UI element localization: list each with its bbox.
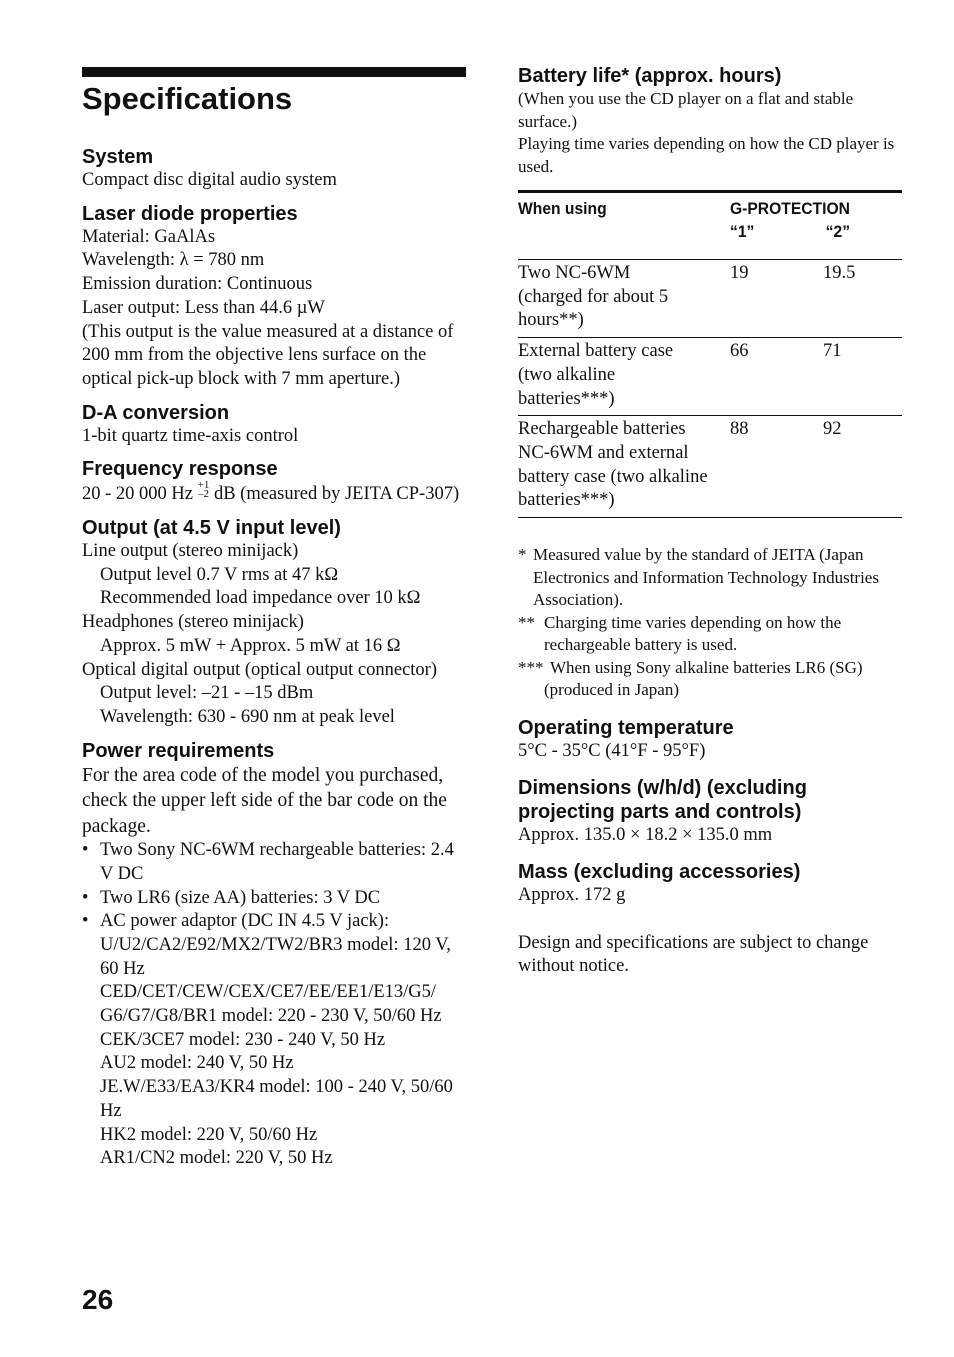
frequency-measure: dB (measured by JEITA CP-307) [213,484,460,505]
output-heading: Output (at 4.5 V input level) [82,517,341,540]
table-row [518,416,902,518]
power-heading: Power requirements [82,739,275,762]
battery-heading: Battery life* (approx. hours) [518,65,782,87]
dimensions-heading: Dimensions (w/h/d) (excluding projecting parts and controls) [518,777,807,824]
power-list [82,839,466,1171]
mass-heading: Mass (excluding accessories) [518,860,801,883]
headphones-output: Headphones (stereo minijack) [82,612,304,633]
footnote-text: Measured value by the standard of JEITA (Japan Electronics and Information Technology Industries Association). [533,545,879,610]
optical-wavelength: Wavelength: 630 - 690 nm at peak level [100,706,395,727]
ac-model: CEK/3CE7 model: 230 - 240 V, 50 Hz [100,1029,386,1050]
footnote [518,612,902,657]
row-value-1: 88 [730,419,749,440]
tolerance-plus: +1 [197,479,210,492]
col-g-protection [730,192,888,260]
optical-output: Optical digital output (optical output connector) [82,659,438,680]
mode-2-label: “2” [825,222,851,241]
ac-model: AR1/CN2 model: 220 V, 50 Hz [100,1148,333,1169]
col-when-using: When using [518,199,607,218]
footnote-text: Charging time varies depending on how the rechargeable battery is used. [544,612,842,655]
battery-table-header [518,192,902,260]
row-label: External battery case (two alkaline batteries***) [518,341,674,409]
g-protection-label: G-PROTECTION [730,199,850,218]
power-item-lr6: • Two LR6 (size AA) batteries: 3 V DC [82,887,466,911]
temperature-section [518,716,902,764]
row-label: Two NC-6WM (charged for about 5 hours**) [518,263,669,331]
mass-text: Approx. 172 g [518,884,626,905]
output-section [82,516,466,730]
laser-emission: Emission duration: Continuous [82,274,313,295]
footnote-mark: * [518,545,527,565]
system-text: Compact disc digital audio system [82,170,337,190]
battery-note-usage: Playing time varies depending on how the CD player is used. [518,134,895,176]
row-value-1: 19 [730,263,749,283]
ac-model: JE.W/E33/EA3/KR4 model: 100 - 240 V, 50/60 Hz [100,1077,453,1121]
mode-1-label: “1” [730,222,755,241]
footnote [518,657,902,702]
left-column [82,67,466,1171]
ac-model: AU2 model: 240 V, 50 Hz [100,1053,294,1074]
da-section [82,401,466,449]
ac-model: U/U2/CA2/E92/MX2/TW2/BR3 model: 120 V, 60 Hz [100,934,451,979]
laser-heading: Laser diode properties [82,202,298,225]
frequency-heading: Frequency response [82,458,278,481]
frequency-tolerance [198,481,210,499]
notice-text: Design and specifications are subject to change without notice. [518,932,869,977]
laser-output: Laser output: Less than 44.6 µW [82,297,325,318]
frequency-text [82,481,466,507]
page-title: Specifications [82,81,293,116]
title-rule [82,67,466,77]
system-heading: System [82,146,154,168]
laser-section [82,202,466,392]
power-intro: For the area code of the model you purchased, check the upper left side of the bar code on the package. [82,764,447,837]
line-output: Line output (stereo minijack) [82,541,299,562]
mass-section [518,860,902,908]
row-value-2: 71 [823,341,842,362]
power-item-ac [82,910,466,1171]
page-number: 26 [82,1284,114,1315]
footnote [518,544,902,612]
footnote-text: When using Sony alkaline batteries LR6 (SG) (produced in Japan) [544,657,863,700]
line-output-impedance: Recommended load impedance over 10 kΩ [100,588,421,609]
table-row [518,338,902,416]
da-text: 1-bit quartz time-axis control [82,425,299,446]
laser-note: (This output is the value measured at a distance of 200 mm from the objective lens surface on the optical pick-up block with 7 mm aperture.) [82,321,454,389]
dimensions-text: Approx. 135.0 × 18.2 × 135.0 mm [518,825,773,846]
ac-model: CED/CET/CEW/CEX/CE7/EE/EE1/E13/G5/ G6/G7/G8/BR1 model: 220 - 230 V, 50/60 Hz [100,982,442,1027]
tolerance-minus: –2 [197,488,209,501]
optical-output-level: Output level: –21 - –15 dBm [100,683,314,704]
power-section [82,739,466,1171]
temperature-text: 5°C - 35°C (41°F - 95°F) [518,740,706,761]
frequency-range: 20 - 20 000 Hz [82,484,193,505]
da-heading: D-A conversion [82,401,230,424]
g-protection-modes [730,220,888,243]
headphones-level: Approx. 5 mW + Approx. 5 mW at 16 Ω [100,635,401,656]
footnotes [518,544,902,702]
footnote-mark: ** [518,612,535,632]
footnote-mark: *** [518,657,544,677]
line-output-level: Output level 0.7 V rms at 47 kΩ [100,564,339,585]
ac-model: HK2 model: 220 V, 50/60 Hz [100,1124,318,1145]
row-value-2: 19.5 [823,263,856,283]
power-item-nc6wm: • Two Sony NC-6WM rechargeable batteries: 2.4 V DC [82,839,466,886]
battery-note-surface: (When you use the CD player on a flat and stable surface.) [518,89,854,131]
right-column [518,64,902,979]
system-section [82,145,466,193]
table-row [518,260,902,338]
ac-adaptor-label: • AC power adaptor (DC IN 4.5 V jack): [100,911,390,932]
row-value-1: 66 [730,341,749,362]
laser-material: Material: GaAlAs [82,226,216,247]
battery-table [518,190,902,518]
battery-section [518,64,902,702]
row-label: Rechargeable batteries NC-6WM and external battery case (two alkaline batteries***) [518,419,708,511]
laser-wavelength: Wavelength: λ = 780 nm [82,250,265,271]
row-value-2: 92 [823,419,842,440]
temperature-heading: Operating temperature [518,716,734,739]
dimensions-section [518,776,902,848]
frequency-section [82,457,466,507]
